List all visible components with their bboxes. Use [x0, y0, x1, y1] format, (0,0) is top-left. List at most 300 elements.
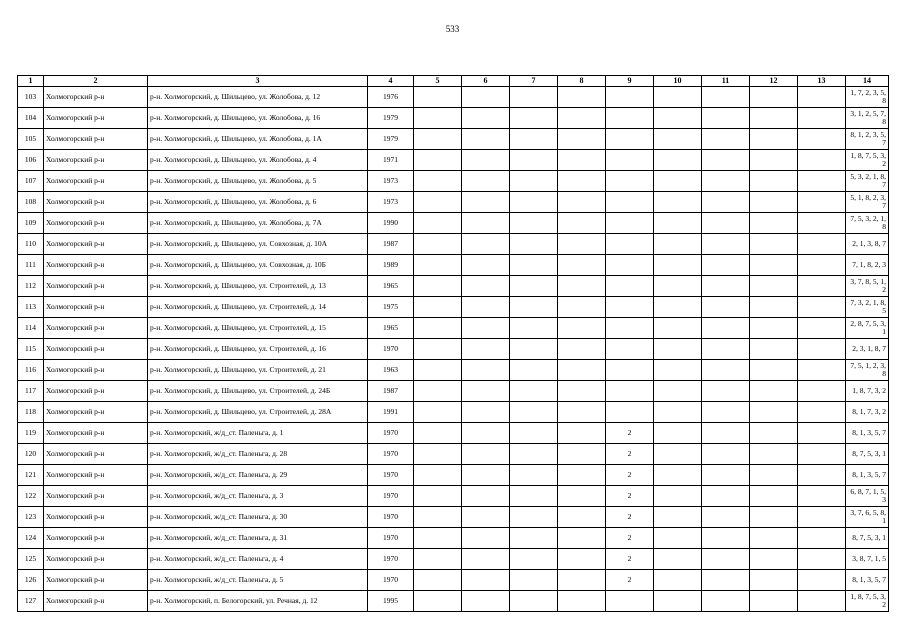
cell-col-8 [558, 234, 606, 255]
cell-col-6 [462, 192, 510, 213]
cell-col-7 [510, 528, 558, 549]
cell-col-10 [654, 423, 702, 444]
cell-col-6 [462, 570, 510, 591]
cell-col-1: 115 [18, 339, 44, 360]
cell-col-14: 7, 5, 1, 2, 3, 8 [846, 360, 889, 381]
table-row [18, 213, 889, 234]
cell-col-9: 2 [606, 528, 654, 549]
cell-col-8 [558, 570, 606, 591]
cell-col-1: 121 [18, 465, 44, 486]
cell-col-4: 1987 [368, 381, 414, 402]
cell-col-6 [462, 381, 510, 402]
table-row [18, 570, 889, 591]
cell-col-4: 1970 [368, 528, 414, 549]
cell-col-7 [510, 486, 558, 507]
cell-col-4: 1979 [368, 108, 414, 129]
cell-col-14: 7, 1, 8, 2, 3 [846, 255, 889, 276]
cell-col-6 [462, 528, 510, 549]
cell-col-1: 108 [18, 192, 44, 213]
cell-col-5 [414, 87, 462, 108]
cell-col-10 [654, 87, 702, 108]
cell-col-11 [702, 402, 750, 423]
cell-col-7 [510, 423, 558, 444]
cell-col-9 [606, 213, 654, 234]
cell-col-14: 2, 3, 1, 8, 7 [846, 339, 889, 360]
cell-col-10 [654, 444, 702, 465]
cell-col-3: р-н. Холмогорский, д. Шильцево, ул. Совхозная, д. 10А [148, 234, 368, 255]
cell-col-7 [510, 591, 558, 612]
cell-col-7 [510, 402, 558, 423]
cell-col-9 [606, 360, 654, 381]
cell-col-12 [750, 528, 798, 549]
cell-col-5 [414, 360, 462, 381]
cell-col-9 [606, 171, 654, 192]
cell-col-1: 105 [18, 129, 44, 150]
cell-col-6 [462, 486, 510, 507]
cell-col-1: 111 [18, 255, 44, 276]
cell-col-8 [558, 255, 606, 276]
cell-col-2: Холмогорский р-н [44, 129, 148, 150]
cell-col-1: 112 [18, 276, 44, 297]
cell-col-10 [654, 171, 702, 192]
cell-col-3: р-н. Холмогорский, д. Шильцево, ул. Жолобова, д. 6 [148, 192, 368, 213]
cell-col-6 [462, 213, 510, 234]
cell-col-2: Холмогорский р-н [44, 255, 148, 276]
cell-col-9 [606, 297, 654, 318]
cell-col-13 [798, 108, 846, 129]
cell-col-5 [414, 234, 462, 255]
column-header-7: 7 [510, 76, 558, 87]
cell-col-5 [414, 507, 462, 528]
cell-col-5 [414, 171, 462, 192]
cell-col-4: 1987 [368, 234, 414, 255]
cell-col-13 [798, 444, 846, 465]
cell-col-1: 107 [18, 171, 44, 192]
cell-col-11 [702, 570, 750, 591]
cell-col-5 [414, 402, 462, 423]
cell-col-14: 1, 8, 7, 5, 3, 2 [846, 591, 889, 612]
cell-col-2: Холмогорский р-н [44, 318, 148, 339]
cell-col-9 [606, 339, 654, 360]
cell-col-10 [654, 255, 702, 276]
cell-col-4: 1963 [368, 360, 414, 381]
cell-col-8 [558, 486, 606, 507]
cell-col-12 [750, 318, 798, 339]
cell-col-8 [558, 591, 606, 612]
cell-col-4: 1970 [368, 549, 414, 570]
table-row [18, 192, 889, 213]
cell-col-1: 118 [18, 402, 44, 423]
cell-col-12 [750, 381, 798, 402]
cell-col-10 [654, 129, 702, 150]
cell-col-9 [606, 591, 654, 612]
cell-col-2: Холмогорский р-н [44, 87, 148, 108]
table-row [18, 528, 889, 549]
cell-col-7 [510, 108, 558, 129]
cell-col-13 [798, 360, 846, 381]
column-header-14: 14 [846, 76, 889, 87]
cell-col-1: 106 [18, 150, 44, 171]
cell-col-10 [654, 465, 702, 486]
cell-col-13 [798, 255, 846, 276]
cell-col-14: 7, 5, 3, 2, 1, 8 [846, 213, 889, 234]
cell-col-4: 1975 [368, 297, 414, 318]
cell-col-1: 123 [18, 507, 44, 528]
cell-col-8 [558, 381, 606, 402]
cell-col-7 [510, 549, 558, 570]
cell-col-10 [654, 549, 702, 570]
cell-col-11 [702, 528, 750, 549]
cell-col-2: Холмогорский р-н [44, 507, 148, 528]
cell-col-3: р-н. Холмогорский, ж/д_ст. Паленьга, д. 5 [148, 570, 368, 591]
cell-col-6 [462, 150, 510, 171]
cell-col-6 [462, 507, 510, 528]
cell-col-10 [654, 192, 702, 213]
cell-col-3: р-н. Холмогорский, д. Шильцево, ул. Строителей, д. 13 [148, 276, 368, 297]
cell-col-8 [558, 402, 606, 423]
cell-col-14: 5, 3, 2, 1, 8, 7 [846, 171, 889, 192]
cell-col-14: 1, 7, 2, 3, 5, 8 [846, 87, 889, 108]
cell-col-12 [750, 192, 798, 213]
cell-col-2: Холмогорский р-н [44, 570, 148, 591]
cell-col-3: р-н. Холмогорский, д. Шильцево, ул. Жолобова, д. 16 [148, 108, 368, 129]
cell-col-7 [510, 234, 558, 255]
table-row [18, 549, 889, 570]
cell-col-13 [798, 192, 846, 213]
cell-col-1: 122 [18, 486, 44, 507]
cell-col-3: р-н. Холмогорский, д. Шильцево, ул. Жолобова, д. 4 [148, 150, 368, 171]
cell-col-12 [750, 591, 798, 612]
cell-col-4: 1990 [368, 213, 414, 234]
cell-col-8 [558, 528, 606, 549]
cell-col-1: 114 [18, 318, 44, 339]
cell-col-8 [558, 360, 606, 381]
cell-col-9 [606, 234, 654, 255]
cell-col-5 [414, 528, 462, 549]
cell-col-1: 103 [18, 87, 44, 108]
cell-col-6 [462, 591, 510, 612]
cell-col-2: Холмогорский р-н [44, 486, 148, 507]
table-row [18, 87, 889, 108]
cell-col-4: 1973 [368, 192, 414, 213]
cell-col-5 [414, 339, 462, 360]
cell-col-12 [750, 465, 798, 486]
cell-col-4: 1970 [368, 465, 414, 486]
cell-col-11 [702, 444, 750, 465]
cell-col-3: р-н. Холмогорский, д. Шильцево, ул. Строителей, д. 15 [148, 318, 368, 339]
cell-col-3: р-н. Холмогорский, д. Шильцево, ул. Строителей, д. 28А [148, 402, 368, 423]
table-body [18, 87, 889, 612]
cell-col-8 [558, 213, 606, 234]
cell-col-4: 1970 [368, 486, 414, 507]
cell-col-5 [414, 591, 462, 612]
cell-col-12 [750, 444, 798, 465]
cell-col-8 [558, 423, 606, 444]
cell-col-13 [798, 528, 846, 549]
cell-col-9: 2 [606, 465, 654, 486]
cell-col-14: 3, 8, 7, 1, 5 [846, 549, 889, 570]
cell-col-12 [750, 150, 798, 171]
cell-col-12 [750, 570, 798, 591]
cell-col-1: 125 [18, 549, 44, 570]
cell-col-9 [606, 255, 654, 276]
cell-col-10 [654, 402, 702, 423]
cell-col-14: 2, 8, 7, 5, 3, 1 [846, 318, 889, 339]
cell-col-14: 8, 7, 5, 3, 1 [846, 528, 889, 549]
cell-col-1: 117 [18, 381, 44, 402]
cell-col-5 [414, 465, 462, 486]
cell-col-5 [414, 486, 462, 507]
cell-col-11 [702, 213, 750, 234]
cell-col-10 [654, 318, 702, 339]
cell-col-1: 120 [18, 444, 44, 465]
table-row [18, 150, 889, 171]
cell-col-3: р-н. Холмогорский, д. Шильцево, ул. Жолобова, д. 12 [148, 87, 368, 108]
cell-col-8 [558, 129, 606, 150]
cell-col-7 [510, 360, 558, 381]
header-row [18, 76, 889, 87]
cell-col-7 [510, 87, 558, 108]
cell-col-4: 1970 [368, 570, 414, 591]
cell-col-11 [702, 171, 750, 192]
cell-col-2: Холмогорский р-н [44, 444, 148, 465]
table-row [18, 381, 889, 402]
cell-col-10 [654, 360, 702, 381]
cell-col-14: 3, 1, 2, 5, 7, 8 [846, 108, 889, 129]
cell-col-2: Холмогорский р-н [44, 528, 148, 549]
cell-col-3: р-н. Холмогорский, п. Белогорский, ул. Речная, д. 12 [148, 591, 368, 612]
table-row [18, 108, 889, 129]
cell-col-12 [750, 297, 798, 318]
cell-col-10 [654, 381, 702, 402]
cell-col-11 [702, 486, 750, 507]
cell-col-3: р-н. Холмогорский, д. Шильцево, ул. Совхозная, д. 10Б [148, 255, 368, 276]
cell-col-11 [702, 297, 750, 318]
cell-col-2: Холмогорский р-н [44, 591, 148, 612]
cell-col-6 [462, 360, 510, 381]
table-row [18, 234, 889, 255]
cell-col-2: Холмогорский р-н [44, 108, 148, 129]
cell-col-13 [798, 486, 846, 507]
cell-col-9 [606, 87, 654, 108]
cell-col-14: 7, 3, 2, 1, 8, 5 [846, 297, 889, 318]
cell-col-14: 1, 8, 7, 5, 3, 2 [846, 150, 889, 171]
cell-col-1: 127 [18, 591, 44, 612]
cell-col-1: 119 [18, 423, 44, 444]
cell-col-14: 1, 8, 7, 3, 2 [846, 381, 889, 402]
cell-col-2: Холмогорский р-н [44, 549, 148, 570]
cell-col-10 [654, 486, 702, 507]
cell-col-2: Холмогорский р-н [44, 423, 148, 444]
cell-col-4: 1965 [368, 318, 414, 339]
cell-col-8 [558, 549, 606, 570]
cell-col-12 [750, 213, 798, 234]
column-header-9: 9 [606, 76, 654, 87]
cell-col-12 [750, 402, 798, 423]
cell-col-9: 2 [606, 486, 654, 507]
table-row [18, 507, 889, 528]
cell-col-4: 1979 [368, 129, 414, 150]
cell-col-4: 1973 [368, 171, 414, 192]
table-row [18, 360, 889, 381]
cell-col-9: 2 [606, 507, 654, 528]
cell-col-14: 3, 7, 8, 5, 1, 2 [846, 276, 889, 297]
column-header-8: 8 [558, 76, 606, 87]
cell-col-8 [558, 339, 606, 360]
cell-col-7 [510, 192, 558, 213]
cell-col-6 [462, 339, 510, 360]
table-row [18, 591, 889, 612]
cell-col-6 [462, 318, 510, 339]
cell-col-6 [462, 255, 510, 276]
cell-col-11 [702, 360, 750, 381]
column-header-4: 4 [368, 76, 414, 87]
cell-col-9: 2 [606, 570, 654, 591]
cell-col-6 [462, 423, 510, 444]
cell-col-11 [702, 276, 750, 297]
cell-col-3: р-н. Холмогорский, д. Шильцево, ул. Строителей, д. 24Б [148, 381, 368, 402]
cell-col-5 [414, 444, 462, 465]
cell-col-8 [558, 192, 606, 213]
cell-col-8 [558, 87, 606, 108]
column-header-5: 5 [414, 76, 462, 87]
cell-col-3: р-н. Холмогорский, д. Шильцево, ул. Жолобова, д. 7А [148, 213, 368, 234]
cell-col-4: 1970 [368, 339, 414, 360]
cell-col-5 [414, 129, 462, 150]
cell-col-5 [414, 318, 462, 339]
cell-col-14: 8, 7, 5, 3, 1 [846, 444, 889, 465]
column-header-6: 6 [462, 76, 510, 87]
cell-col-9 [606, 402, 654, 423]
cell-col-7 [510, 171, 558, 192]
cell-col-12 [750, 87, 798, 108]
cell-col-13 [798, 507, 846, 528]
cell-col-1: 126 [18, 570, 44, 591]
cell-col-11 [702, 465, 750, 486]
cell-col-5 [414, 297, 462, 318]
cell-col-3: р-н. Холмогорский, д. Шильцево, ул. Жолобова, д. 5 [148, 171, 368, 192]
cell-col-12 [750, 276, 798, 297]
cell-col-7 [510, 570, 558, 591]
cell-col-12 [750, 486, 798, 507]
cell-col-12 [750, 423, 798, 444]
cell-col-1: 110 [18, 234, 44, 255]
cell-col-10 [654, 528, 702, 549]
cell-col-11 [702, 192, 750, 213]
cell-col-14: 8, 1, 3, 5, 7 [846, 570, 889, 591]
cell-col-1: 109 [18, 213, 44, 234]
cell-col-7 [510, 507, 558, 528]
table-row [18, 339, 889, 360]
cell-col-10 [654, 591, 702, 612]
cell-col-4: 1976 [368, 87, 414, 108]
cell-col-11 [702, 255, 750, 276]
cell-col-13 [798, 87, 846, 108]
cell-col-14: 8, 1, 3, 5, 7 [846, 423, 889, 444]
cell-col-10 [654, 150, 702, 171]
cell-col-11 [702, 507, 750, 528]
cell-col-10 [654, 507, 702, 528]
cell-col-4: 1965 [368, 276, 414, 297]
cell-col-10 [654, 108, 702, 129]
cell-col-5 [414, 150, 462, 171]
cell-col-6 [462, 171, 510, 192]
cell-col-3: р-н. Холмогорский, ж/д_ст. Паленьга, д. 1 [148, 423, 368, 444]
cell-col-3: р-н. Холмогорский, д. Шильцево, ул. Строителей, д. 16 [148, 339, 368, 360]
cell-col-2: Холмогорский р-н [44, 276, 148, 297]
cell-col-6 [462, 549, 510, 570]
cell-col-13 [798, 129, 846, 150]
cell-col-2: Холмогорский р-н [44, 402, 148, 423]
cell-col-2: Холмогорский р-н [44, 297, 148, 318]
cell-col-6 [462, 402, 510, 423]
cell-col-3: р-н. Холмогорский, ж/д_ст. Паленьга, д. 29 [148, 465, 368, 486]
cell-col-10 [654, 570, 702, 591]
cell-col-12 [750, 171, 798, 192]
cell-col-4: 1991 [368, 402, 414, 423]
cell-col-1: 124 [18, 528, 44, 549]
cell-col-14: 6, 8, 7, 1, 5, 3 [846, 486, 889, 507]
cell-col-3: р-н. Холмогорский, д. Шильцево, ул. Строителей, д. 21 [148, 360, 368, 381]
cell-col-13 [798, 339, 846, 360]
cell-col-11 [702, 339, 750, 360]
cell-col-5 [414, 549, 462, 570]
cell-col-12 [750, 129, 798, 150]
cell-col-7 [510, 213, 558, 234]
cell-col-12 [750, 549, 798, 570]
cell-col-8 [558, 444, 606, 465]
table-row [18, 423, 889, 444]
cell-col-4: 1970 [368, 423, 414, 444]
cell-col-13 [798, 381, 846, 402]
column-header-1: 1 [18, 76, 44, 87]
cell-col-11 [702, 150, 750, 171]
cell-col-13 [798, 423, 846, 444]
cell-col-14: 8, 1, 3, 5, 7 [846, 465, 889, 486]
cell-col-9: 2 [606, 423, 654, 444]
cell-col-13 [798, 234, 846, 255]
table-row [18, 318, 889, 339]
table-row [18, 486, 889, 507]
cell-col-11 [702, 381, 750, 402]
table-row [18, 444, 889, 465]
page-number: 533 [445, 24, 460, 34]
cell-col-5 [414, 213, 462, 234]
cell-col-3: р-н. Холмогорский, ж/д_ст. Паленьга, д. 30 [148, 507, 368, 528]
cell-col-14: 8, 1, 7, 3, 2 [846, 402, 889, 423]
cell-col-9 [606, 192, 654, 213]
column-header-11: 11 [702, 76, 750, 87]
column-header-12: 12 [750, 76, 798, 87]
cell-col-9 [606, 108, 654, 129]
cell-col-5 [414, 381, 462, 402]
cell-col-5 [414, 423, 462, 444]
cell-col-10 [654, 213, 702, 234]
cell-col-8 [558, 276, 606, 297]
cell-col-2: Холмогорский р-н [44, 339, 148, 360]
cell-col-14: 5, 1, 8, 2, 3, 7 [846, 192, 889, 213]
table-row [18, 465, 889, 486]
cell-col-2: Холмогорский р-н [44, 381, 148, 402]
cell-col-1: 113 [18, 297, 44, 318]
cell-col-13 [798, 213, 846, 234]
cell-col-9 [606, 150, 654, 171]
cell-col-9 [606, 276, 654, 297]
cell-col-14: 2, 1, 3, 8, 7 [846, 234, 889, 255]
cell-col-7 [510, 444, 558, 465]
cell-col-6 [462, 234, 510, 255]
cell-col-2: Холмогорский р-н [44, 213, 148, 234]
